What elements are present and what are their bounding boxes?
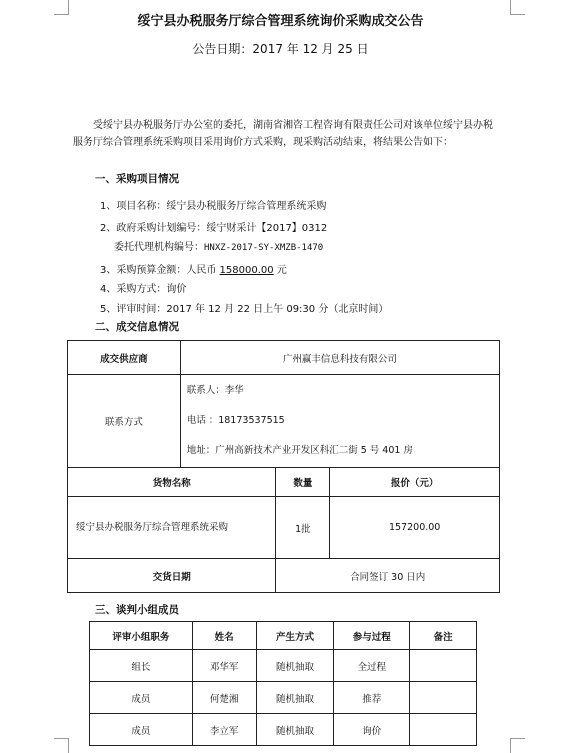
contact-details	[180, 375, 499, 468]
member-participation: 询价	[334, 714, 410, 746]
table-row	[90, 714, 477, 746]
column-header: 产生方式	[256, 622, 334, 650]
member-name: 李立军	[192, 714, 256, 746]
announcement-date: 公告日期：2017 年 12 月 25 日	[192, 42, 369, 56]
section2-heading: 二、成交信息情况	[95, 321, 179, 333]
member-selection: 随机抽取	[256, 650, 334, 682]
table-row	[90, 682, 477, 714]
member-remark	[410, 682, 477, 714]
table-row	[90, 650, 477, 682]
section1-heading: 一、采购项目情况	[95, 173, 179, 185]
column-header: 备注	[410, 622, 477, 650]
goods-header: 货物名称	[68, 468, 276, 497]
member-selection: 随机抽取	[256, 714, 334, 746]
panel-members-table	[89, 621, 477, 746]
crop-mark-bottom-right	[510, 738, 525, 753]
column-header: 姓名	[192, 622, 256, 650]
quantity-header: 数量	[276, 468, 330, 497]
column-header: 评审小组职务	[90, 622, 193, 650]
member-remark	[410, 650, 477, 682]
member-participation: 推荐	[334, 682, 410, 714]
review-time: 5、评审时间：2017 年 12 月 22 日上午 09:30 分（北京时间）	[100, 304, 389, 315]
member-role: 成员	[90, 714, 193, 746]
project-name: 1、项目名称：绥宁县办税服务厅综合管理系统采购	[100, 201, 327, 212]
intro-paragraph: 受绥宁县办税服务厅办公室的委托，湖南省湘咨工程咨询有限责任公司对该单位绥宁县办税服务厅综合管理系统采购项目采用询价方式采购，现采购活动结束，将结果公告如下：	[73, 120, 493, 148]
crop-mark-bottom-left	[54, 738, 69, 753]
member-name: 邓华军	[192, 650, 256, 682]
budget-label: 3、采购预算金额：人民币	[100, 265, 220, 276]
agency-number	[114, 238, 323, 253]
column-header: 参与过程	[334, 622, 410, 650]
contact-label: 联系方式	[68, 375, 181, 468]
member-name: 何楚湘	[192, 682, 256, 714]
contact-address: 地址：广州高新技术产业开发区科汇二街 5 号 401 房	[186, 445, 413, 456]
contact-person: 联系人：李华	[186, 385, 244, 396]
delivery-value: 合同签订 30 日内	[276, 559, 500, 593]
agency-number-label: 委托代理机构编号：	[114, 242, 204, 253]
member-selection: 随机抽取	[256, 682, 334, 714]
plan-number: 2、政府采购计划编号：绥宁财采计【2017】0312	[100, 223, 328, 234]
member-participation: 全过程	[334, 650, 410, 682]
document-title: 绥宁县办税服务厅综合管理系统询价采购成交公告	[137, 14, 424, 29]
member-role: 成员	[90, 682, 193, 714]
delivery-label: 交货日期	[68, 559, 276, 593]
budget-value: 158000.00	[219, 265, 274, 276]
price-value: 157200.00	[330, 497, 500, 559]
section3-heading: 三、谈判小组成员	[95, 604, 179, 616]
deal-info-table	[67, 340, 500, 593]
member-role: 组长	[90, 650, 193, 682]
contact-phone: 电话 ：18173537515	[186, 415, 285, 426]
budget-unit: 元	[273, 265, 287, 276]
procurement-method: 4、采购方式：询价	[100, 284, 187, 295]
budget-amount	[100, 261, 287, 276]
goods-name: 绥宁县办税服务厅综合管理系统采购	[68, 497, 276, 559]
supplier-value: 广州赢丰信息科技有限公司	[180, 341, 499, 375]
agency-number-value: HNXZ-2017-SY-XMZB-1470	[204, 243, 324, 253]
quantity-value: 1批	[276, 497, 330, 559]
member-remark	[410, 714, 477, 746]
price-header: 报价（元）	[330, 468, 500, 497]
table-header-row	[90, 622, 477, 650]
supplier-label: 成交供应商	[68, 341, 181, 375]
